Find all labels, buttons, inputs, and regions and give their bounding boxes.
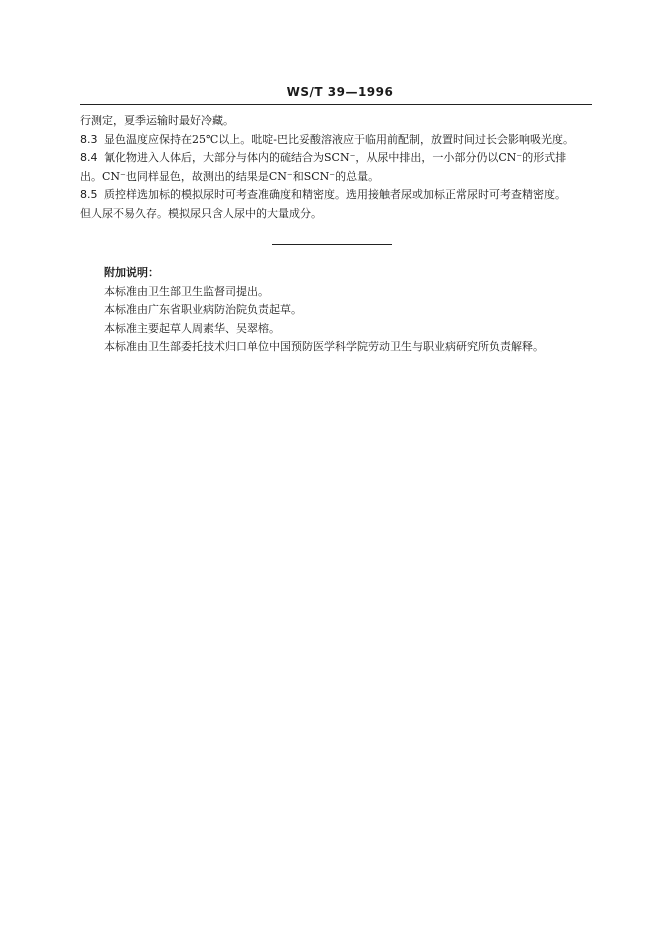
continuation-line: 行测定，夏季运输时最好冷藏。 <box>80 114 234 127</box>
appendix-line: 本标准主要起草人周素华、吴翠榕。 <box>104 321 280 335</box>
appendix-title: 附加说明： <box>104 266 159 279</box>
section-text: 但人尿不易久存。模拟尿只含人尿中的大量成分。 <box>80 206 322 220</box>
section-text: 显色温度应保持在25℃以上。吡啶-巴比妥酸溶液应于临用前配制，放置时间过长会影响吸光度。 <box>104 132 575 146</box>
section-8-3 <box>80 131 592 150</box>
section-8-4 <box>80 149 592 186</box>
appendix-notes <box>104 264 584 357</box>
section-8-5 <box>80 186 592 223</box>
section-text: 氰化物进入人体后，大部分与体内的硫结合为SCN⁻，从尿中排出，一小部分仍以CN⁻的形式排 <box>104 151 567 164</box>
appendix-line: 本标准由卫生部委托技术归口单位中国预防医学科学院劳动卫生与职业病研究所负责解释。 <box>104 340 544 353</box>
section-number: 8.5 <box>80 188 98 201</box>
section-number: 8.3 <box>80 132 98 146</box>
standard-code: WS/T 39—1996 <box>286 85 394 99</box>
header-rule <box>80 104 592 105</box>
appendix-line: 本标准由广东省职业病防治院负责起草。 <box>104 303 302 316</box>
appendix-line: 本标准由卫生部卫生监督司提出。 <box>104 284 269 298</box>
end-of-text-rule <box>272 244 392 245</box>
section-text: 质控样选加标的模拟尿时可考查准确度和精密度。选用接触者尿或加标正常尿时可考查精密度。 <box>104 188 566 201</box>
body-text <box>80 112 592 223</box>
section-number: 8.4 <box>80 151 98 164</box>
section-text: 出。CN⁻也同样显色，故测出的结果是CN⁻和SCN⁻的总量。 <box>80 169 380 183</box>
